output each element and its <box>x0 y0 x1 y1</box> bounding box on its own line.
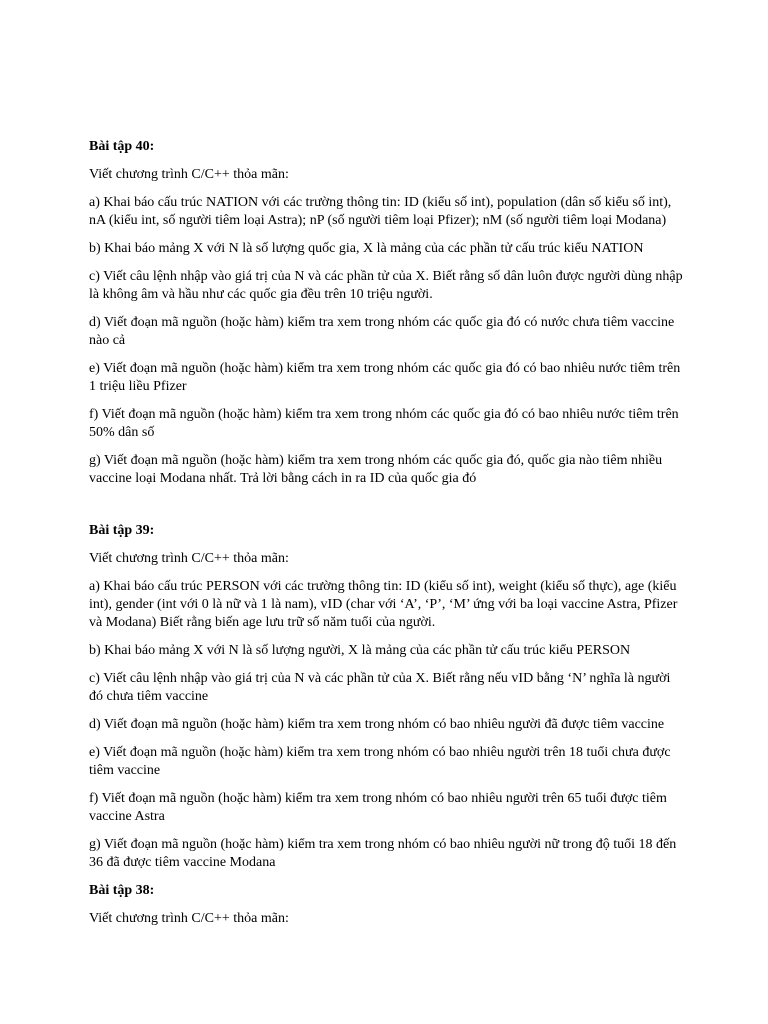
exercise-intro: Viết chương trình C/C++ thỏa mãn: <box>89 551 289 566</box>
exercise-item: a) Khai báo cấu trúc PERSON với các trường thông tin: ID (kiểu số int), weight (kiểu số thực), age (kiểu int), gender (int với 0 là nữ và 1 là nam), vID (char với ‘A’, ‘P’, ‘M’ ứng với ba loại vaccine Astra, Pfizer và Modana) Biết rằng biến age lưu trữ số năm tuổi của người. <box>89 579 678 630</box>
exercise-38 <box>89 882 684 928</box>
exercise-item: f) Viết đoạn mã nguồn (hoặc hàm) kiểm tra xem trong nhóm có bao nhiêu người trên 65 tuổi được tiêm vaccine Astra <box>89 791 667 824</box>
exercise-item: c) Viết câu lệnh nhập vào giá trị của N và các phần tử của X. Biết rằng nếu vID bằng ‘N’ nghĩa là người đó chưa tiêm vaccine <box>89 671 671 704</box>
exercise-title: Bài tập 39: <box>89 523 155 538</box>
exercise-item: g) Viết đoạn mã nguồn (hoặc hàm) kiểm tra xem trong nhóm các quốc gia đó, quốc gia nào tiêm nhiều vaccine loại Modana nhất. Trả lời bằng cách in ra ID của quốc gia đó <box>89 453 663 486</box>
exercise-item: e) Viết đoạn mã nguồn (hoặc hàm) kiểm tra xem trong nhóm các quốc gia đó có bao nhiêu nước tiêm trên 1 triệu liều Pfizer <box>89 361 681 394</box>
exercise-item: b) Khai báo mảng X với N là số lượng quốc gia, X là mảng của các phần tử cấu trúc kiểu NATION <box>89 241 644 256</box>
exercise-item: f) Viết đoạn mã nguồn (hoặc hàm) kiểm tra xem trong nhóm các quốc gia đó có bao nhiêu nước tiêm trên 50% dân số <box>89 407 679 440</box>
exercise-intro: Viết chương trình C/C++ thỏa mãn: <box>89 167 289 182</box>
exercise-item: g) Viết đoạn mã nguồn (hoặc hàm) kiểm tra xem trong nhóm có bao nhiêu người nữ trong độ tuổi 18 đến 36 đã được tiêm vaccine Modana <box>89 837 677 870</box>
exercise-item: e) Viết đoạn mã nguồn (hoặc hàm) kiểm tra xem trong nhóm có bao nhiêu người trên 18 tuổi chưa được tiêm vaccine <box>89 745 671 778</box>
exercise-39 <box>89 522 684 872</box>
exercise-item: a) Khai báo cấu trúc NATION với các trường thông tin: ID (kiểu số int), population (dân số kiểu số int), nA (kiểu int, số người tiêm loại Astra); nP (số người tiêm loại Pfizer); nM (số người tiêm loại Modana) <box>89 195 672 228</box>
exercise-item: c) Viết câu lệnh nhập vào giá trị của N và các phần tử của X. Biết rằng số dân luôn được người dùng nhập là không âm và hầu như các quốc gia đều trên 10 triệu người. <box>89 269 683 302</box>
exercise-intro: Viết chương trình C/C++ thỏa mãn: <box>89 911 289 926</box>
exercise-40 <box>89 138 684 488</box>
exercise-item: d) Viết đoạn mã nguồn (hoặc hàm) kiểm tra xem trong nhóm các quốc gia đó có nước chưa tiêm vaccine nào cả <box>89 315 675 348</box>
exercise-title: Bài tập 38: <box>89 883 155 898</box>
exercise-item: b) Khai báo mảng X với N là số lượng người, X là mảng của các phần tử cấu trúc kiểu PERSON <box>89 643 631 658</box>
exercise-title: Bài tập 40: <box>89 139 155 154</box>
exercise-item: d) Viết đoạn mã nguồn (hoặc hàm) kiểm tra xem trong nhóm có bao nhiêu người đã được tiêm vaccine <box>89 717 665 732</box>
